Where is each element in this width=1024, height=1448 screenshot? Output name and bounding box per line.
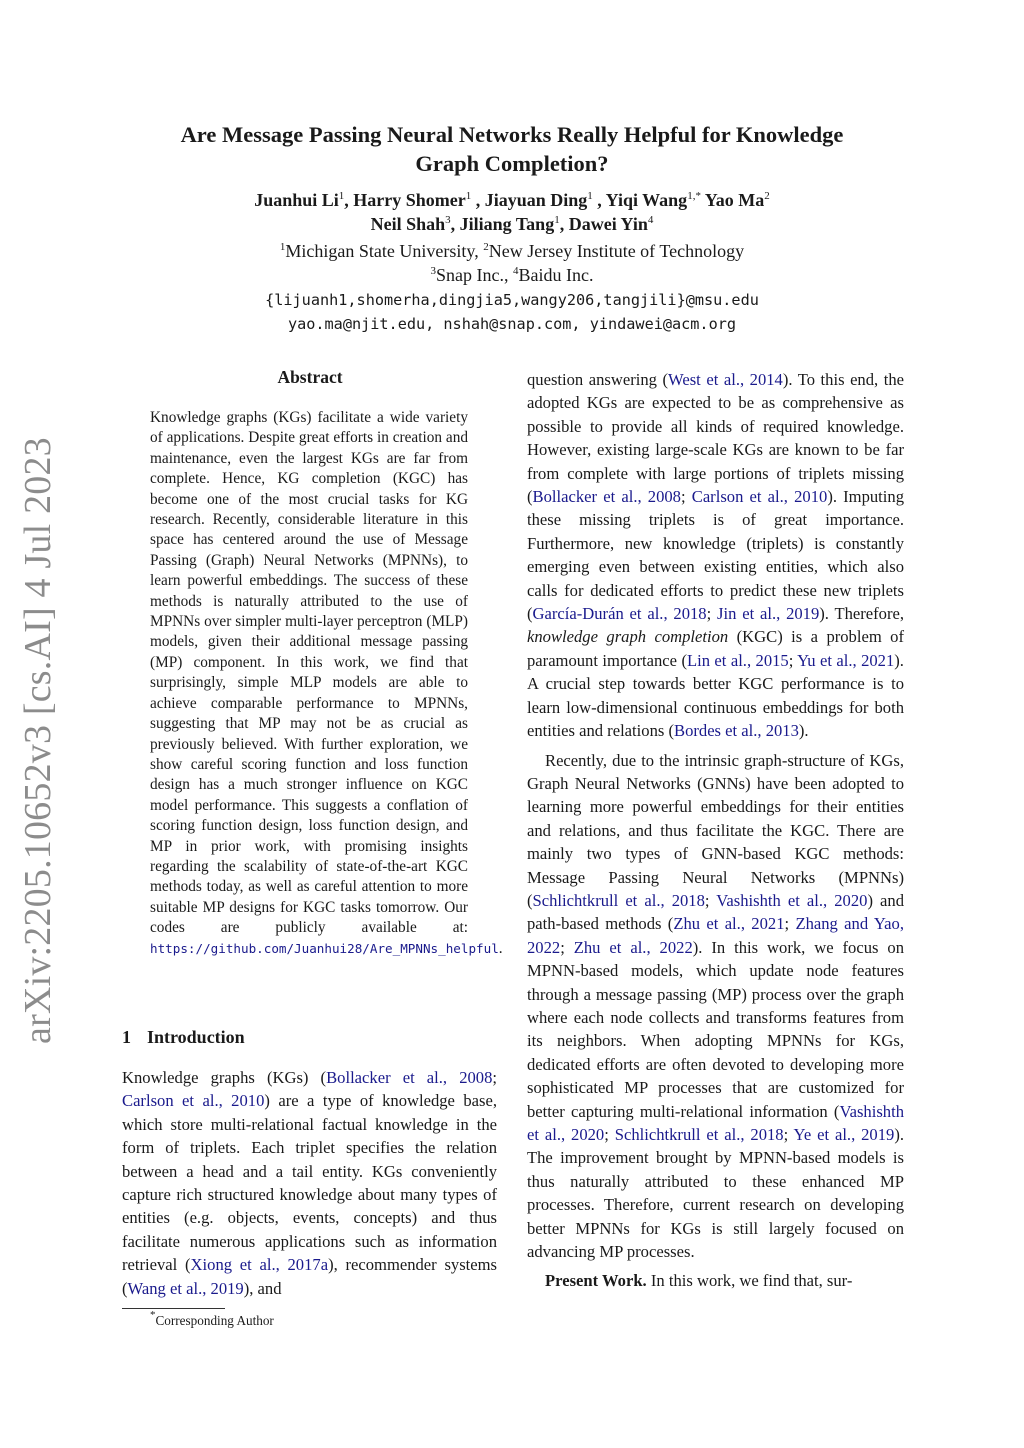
citation-link[interactable]: Carlson et al., 2010 [122,1091,265,1111]
affiliation-line-2: $^3$Snap Inc., $^4$Baidu Inc. [430,265,594,285]
body-text: ), recommender systems ( [122,1255,497,1298]
author-name: Jiayuan Ding [484,190,588,210]
author-affiliation-mark: 1 [465,190,472,202]
footnote-rule [122,1308,225,1309]
citation-link[interactable]: Zhu et al., 2022 [573,937,693,957]
intro-right-column [527,368,904,1293]
abstract-text: Knowledge graphs (KGs) facilitate a wide variety of applications. Despite great efforts in creation and maintenance, even the largest KGs are far from complete. Hence, KG completion (KGC) has become one of the most crucial tasks for KG research. Recently, considerable literature in this space has centered around the use of Message Passing (Graph) Neural Networks (MPNNs), to learn powerful embeddings. The success of these methods is naturally attributed to the use of MPNNs over simpler multi-layer perceptron (MLP) models, given their additional message passing (MP) component. In this work, we find that surprisingly, simple MLP models are able to achieve comparable performance to MPNNs, suggesting that MP may not be as crucial as previously believed. With further exploration, we show careful scoring function and loss function design has a much stronger influence on KGC model performance. This suggests a conflation of scoring function design, loss function design, and MP in prior work, with promising insights regarding the scalability of state-of-the-art KGC methods today, as well as careful attention to more suitable MP designs for KGC tasks tomorrow. Our codes are publicly available at: [150,409,468,937]
body-text: ; [706,604,718,624]
body-text: question answering ( [527,370,669,389]
author-affiliation-mark: 1 [338,190,345,202]
body-text: ). [798,721,809,741]
intro-paragraph-continued [527,368,904,743]
body-text: ; [604,1125,615,1144]
citation-link[interactable]: Jin et al., 2019 [717,604,820,624]
body-text: ). The improvement brought by MPNN-based models is thus naturally attributed to these enhanced MP processes. Therefore, current research on developing better MPNNs for KGs is still largely focused on advancing MP processes. [527,1125,904,1262]
abstract-body: Knowledge graphs (KGs) facilitate a wide variety of applications. Despite great efforts in creation and maintenance, even the largest KGs are far from complete. Hence, KG completion (KGC) has become one of the most crucial tasks for KG research. Recently, considerable literature in this space has centered around the use of Message Passing (Graph) Neural Networks (MPNNs), to learn powerful embeddings. The success of these methods is naturally attributed to the use of MPNNs over simpler multi-layer perceptron (MLP) models, given their additional message passing (MP) component. In this work, we find that surprisingly, simple MLP models are able to achieve comparable performance to MPNNs, suggesting that MP may not be as crucial as previously believed. With further exploration, we show careful scoring function and loss function design has a much stronger influence on KGC model performance. This suggests a conflation of scoring function design, loss function design, and MP in prior work, with promising insights regarding the scalability of state-of-the-art KGC methods today, as well as careful attention to more suitable MP designs for KGC tasks tomorrow. Our codes are publicly available at: https://github.com/Juanhui28/Are_MPNNs_helpful. [150,409,503,957]
body-text: ). In this work, we focus on MPNN-based models, which update node features through a message passing (MP) process over the graph where each node collects and transforms features from its neighbors. When adopting MPNNs for KGs, dedicated efforts are often devoted to developing more sophisticated MP processes that are customized for better capturing multi-relational information ( [527,937,905,1121]
citation-link[interactable]: West et al., 2014 [668,370,783,389]
citation-link[interactable]: Schlichtkrull et al., 2018 [532,890,705,910]
body-text: ; [784,914,796,934]
section-number: 1 [122,1027,131,1047]
citation-link[interactable]: Vashishth et al., 2020 [527,1101,904,1144]
citation-link[interactable]: Lin et al., 2015 [686,650,789,670]
citation-link[interactable]: Bordes et al., 2013 [674,721,799,741]
body-text: ; [788,650,798,670]
author-name: Jiliang Tang [459,214,555,234]
intro-paragraph-1 [122,1066,497,1300]
intro-paragraph-2 [527,749,904,1264]
body-text: Recently, due to the intrinsic graph-structure of KGs, Graph Neural Networks (GNNs) have been adopted to learning more powerful embeddings for their entities and relations, and thus facilitate the KGC. There are mainly two types of GNN-based KGC methods: Message Passing Neural Networks (MPNNs) ( [527,750,904,910]
section-heading-introduction [122,1027,245,1048]
title-line-1: Are Message Passing Neural Networks Really Helpful for Knowledge [180,122,844,147]
footnote-text: Corresponding Author [155,1313,274,1328]
body-text: ). To this end, the adopted KGs are expected to be as comprehensive as possible to provide all kinds of required knowledge. However, existing large-scale KGs are known to be far from complete with large portions of triplets missing ( [527,370,904,507]
footnote: *Corresponding Author [150,1309,274,1328]
body-text: Knowledge graphs (KGs) ( [122,1068,327,1087]
email-line-1: {lijuanh1,shomerha,dingjia5,wangy206,tangjili}@msu.edu [265,291,759,309]
title-line-2: Graph Completion? [415,151,609,176]
author-affiliation-mark: 2 [764,190,770,202]
body-text: ), and [243,1278,282,1298]
email-line-2: yao.ma@njit.edu, nshah@snap.com, yindawei@acm.org [287,315,737,333]
author-name: Dawei Yin [568,214,648,234]
body-text: ; [704,890,717,910]
author-affiliation-mark: 1,* [687,190,701,202]
body-text: ). Therefore, [819,604,904,624]
citation-link[interactable]: Bollacker et al., 2008 [532,487,681,507]
body-text: ; [783,1125,794,1144]
present-work-run-in-heading: Present Work. [545,1271,647,1291]
author-name: Yao Ma [704,190,765,210]
author-affiliation-mark: 4 [647,214,654,226]
citation-link[interactable]: García-Durán et al., 2018 [532,604,707,624]
citation-link[interactable]: Yu et al., 2021 [797,650,895,670]
arxiv-identifier: arXiv:2205.10652v3 [cs.AI] 4 Jul 2023 [17,437,59,1044]
citation-link[interactable]: Bollacker et al., 2008 [326,1068,493,1087]
citation-link[interactable]: Zhu et al., 2021 [673,914,785,934]
body-text: ) and path-based methods ( [527,890,904,934]
author-affiliation-mark: 1 [587,190,593,202]
abstract-heading: Abstract [277,367,343,387]
code-repository-link[interactable]: https://github.com/Juanhui28/Are_MPNNs_helpful [150,940,499,956]
body-text: ). Imputing these missing triplets is of great importance. Furthermore, new knowledge (triplets) is constantly emerging even between existing entities, which also calls for dedicated efforts to predict these new triplets ( [527,487,904,624]
author-affiliation-mark: 1 [554,214,560,226]
author-name: Yiqi Wang [605,190,688,210]
authors-line-2: Neil Shah$^3$, Jiliang Tang$^1$, Dawei Yin$^4$ [370,214,654,234]
emphasized-term: knowledge graph completion [527,627,729,647]
citation-link[interactable]: Wang et al., 2019 [127,1278,244,1298]
author-list [100,188,924,236]
citation-link[interactable]: Ye et al., 2019 [793,1125,895,1144]
body-text: (KGC) is a problem of paramount importance ( [527,627,904,670]
citation-link[interactable]: Schlichtkrull et al., 2018 [614,1125,784,1144]
body-text: ; [680,487,692,507]
author-name: Harry Shomer [353,190,466,210]
section-title: Introduction [147,1027,245,1047]
body-text: ; [492,1068,498,1087]
author-affiliation-mark: 3 [445,214,451,226]
body-text: ; [560,937,574,957]
body-text: ) are a type of knowledge base, which store multi-relational factual knowledge in the form of triplets. Each triplet specifies the relation between a head and a tail entity. KGs conveniently capture rich structured knowledge about many types of entities (e.g. objects, events, concepts) and thus facilitate numerous applications such as information retrieval ( [122,1091,497,1275]
body-text: ). A crucial step towards better KGC performance is to learn low-dimensional continuous embeddings for both entities and relations ( [527,650,904,741]
intro-left-column [122,1066,497,1300]
authors-line-1: Juanhui Li$^1$, Harry Shomer$^1$ , Jiayuan Ding$^1$ , Yiqi Wang$^{1,*}$ Yao Ma$^2$ [254,190,770,210]
present-work-text: In this work, we find that, sur- [646,1271,853,1291]
citation-link[interactable]: Xiong et al., 2017a [190,1255,329,1275]
affiliation-line-1: $^1$Michigan State University, $^2$New Jersey Institute of Technology [279,241,745,261]
author-name: Juanhui Li [254,190,339,210]
author-name: Neil Shah [370,214,446,234]
citation-link[interactable]: Zhang and Yao, 2022 [527,914,904,957]
citation-link[interactable]: Vashishth et al., 2020 [716,890,868,910]
citation-link[interactable]: Carlson et al., 2010 [691,487,828,507]
paper-title [100,120,924,178]
intro-paragraph-present-work [527,1269,904,1292]
